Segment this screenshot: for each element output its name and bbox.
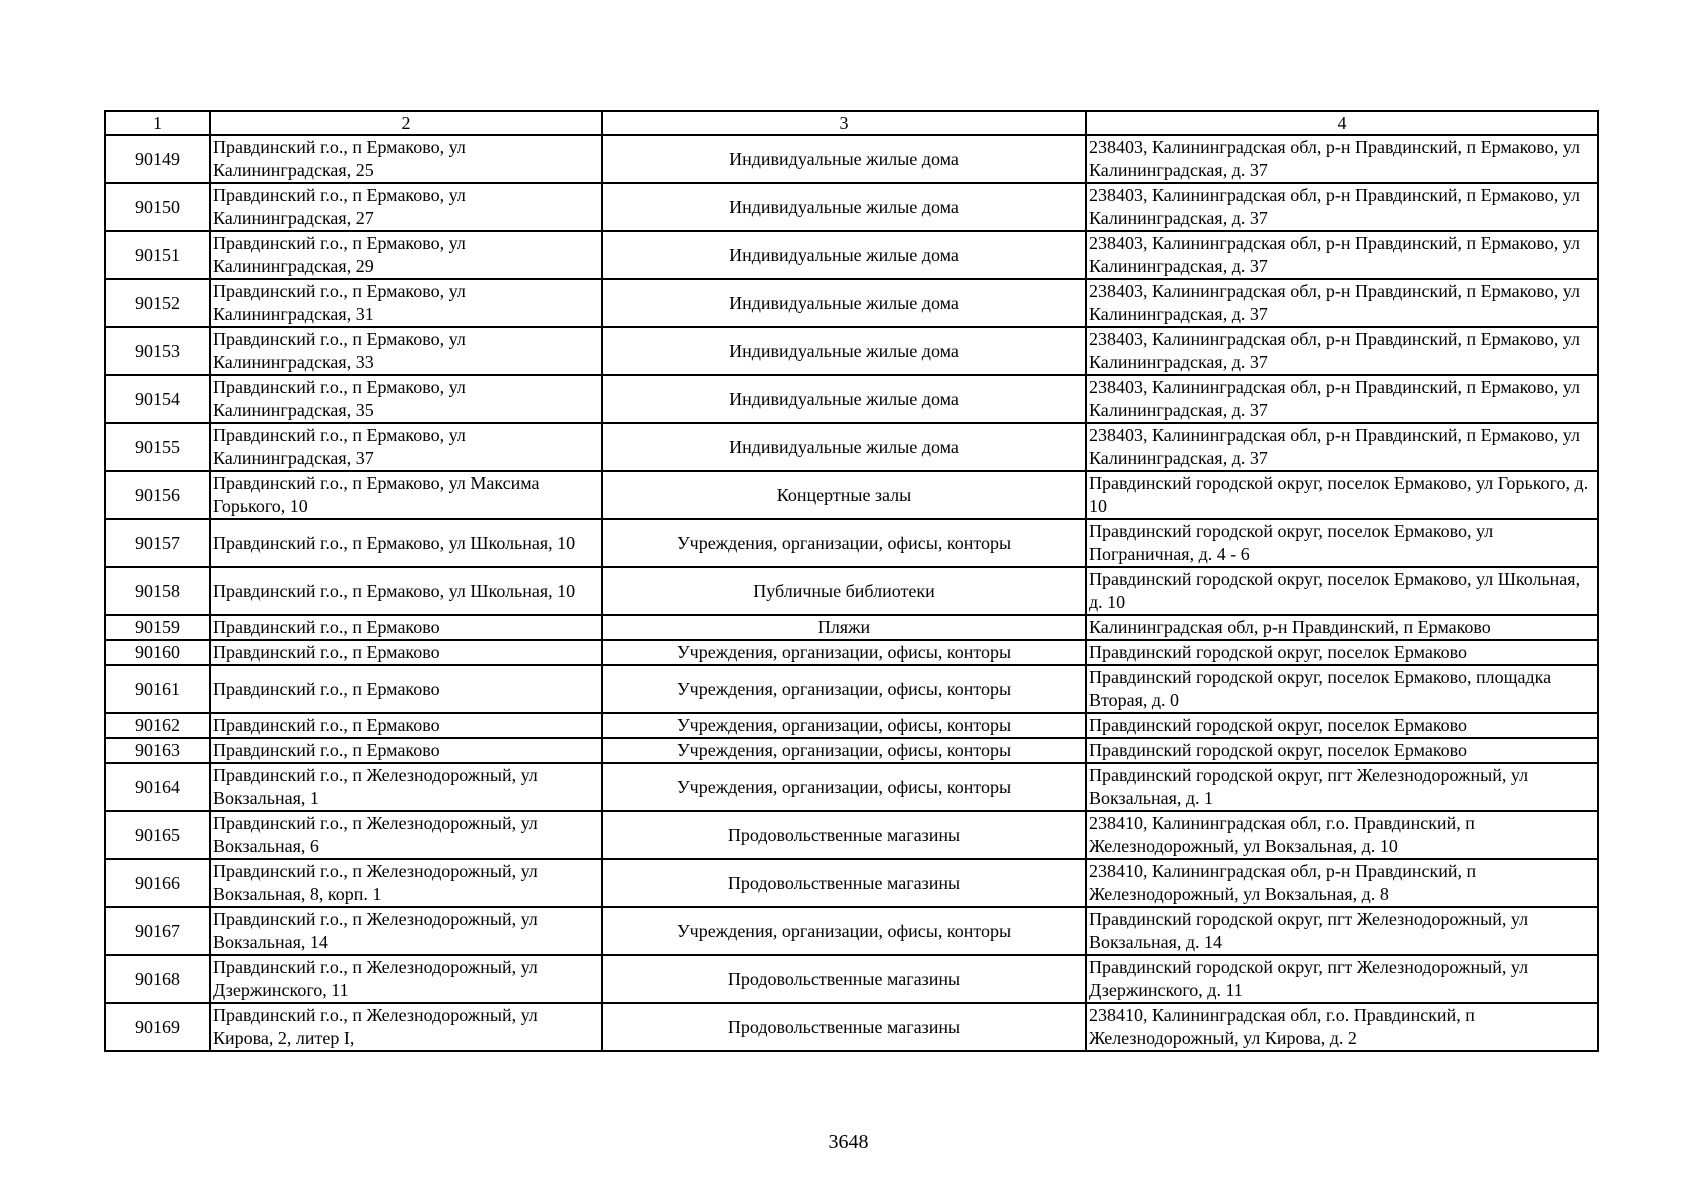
- legal-address-cell: Правдинский городской округ, поселок Ермаково, ул Горького, д. 10: [1086, 471, 1598, 519]
- legal-address-cell: Калининградская обл, р-н Правдинский, п Ермаково: [1086, 615, 1598, 640]
- address-cell: Правдинский г.о., п Ермаково, ул Школьная, 10: [210, 519, 602, 567]
- object-type-cell: Индивидуальные жилые дома: [602, 423, 1086, 471]
- address-cell: Правдинский г.о., п Железнодорожный, ул Вокзальная, 6: [210, 811, 602, 859]
- legal-address-cell: Правдинский городской округ, поселок Ермаково: [1086, 738, 1598, 763]
- table-row: [105, 279, 1598, 327]
- legal-address-cell: 238403, Калининградская обл, р-н Правдинский, п Ермаково, ул Калининградская, д. 37: [1086, 183, 1598, 231]
- row-number-cell: 90169: [105, 1003, 210, 1051]
- object-type-cell: Публичные библиотеки: [602, 567, 1086, 615]
- table-row: [105, 907, 1598, 955]
- row-number-cell: 90154: [105, 375, 210, 423]
- row-number-cell: 90149: [105, 135, 210, 183]
- row-number-cell: 90153: [105, 327, 210, 375]
- object-type-cell: Концертные залы: [602, 471, 1086, 519]
- row-number-cell: 90158: [105, 567, 210, 615]
- row-number-cell: 90152: [105, 279, 210, 327]
- legal-address-cell: 238403, Калининградская обл, р-н Правдинский, п Ермаково, ул Калининградская, д. 37: [1086, 231, 1598, 279]
- address-cell: Правдинский г.о., п Железнодорожный, ул Дзержинского, 11: [210, 955, 602, 1003]
- legal-address-cell: 238403, Калининградская обл, р-н Правдинский, п Ермаково, ул Калининградская, д. 37: [1086, 327, 1598, 375]
- row-number-cell: 90161: [105, 665, 210, 713]
- object-type-cell: Учреждения, организации, офисы, конторы: [602, 738, 1086, 763]
- row-number-cell: 90167: [105, 907, 210, 955]
- legal-address-cell: 238410, Калининградская обл, р-н Правдинский, п Железнодорожный, ул Вокзальная, д. 8: [1086, 859, 1598, 907]
- legal-address-cell: 238403, Калининградская обл, р-н Правдинский, п Ермаково, ул Калининградская, д. 37: [1086, 375, 1598, 423]
- object-type-cell: Учреждения, организации, офисы, конторы: [602, 763, 1086, 811]
- object-type-cell: Учреждения, организации, офисы, конторы: [602, 640, 1086, 665]
- legal-address-cell: 238403, Калининградская обл, р-н Правдинский, п Ермаково, ул Калининградская, д. 37: [1086, 135, 1598, 183]
- address-cell: Правдинский г.о., п Ермаково, ул Школьная, 10: [210, 567, 602, 615]
- row-number-cell: 90164: [105, 763, 210, 811]
- address-cell: Правдинский г.о., п Ермаково, ул Максима Горького, 10: [210, 471, 602, 519]
- address-cell: Правдинский г.о., п Ермаково, ул Калининградская, 31: [210, 279, 602, 327]
- legal-address-cell: Правдинский городской округ, пгт Железнодорожный, ул Вокзальная, д. 14: [1086, 907, 1598, 955]
- address-cell: Правдинский г.о., п Ермаково, ул Калининградская, 29: [210, 231, 602, 279]
- table-row: [105, 713, 1598, 738]
- column-header-3: 3: [602, 111, 1086, 135]
- table-row: [105, 135, 1598, 183]
- object-type-cell: Индивидуальные жилые дома: [602, 375, 1086, 423]
- address-cell: Правдинский г.о., п Железнодорожный, ул Кирова, 2, литер I,: [210, 1003, 602, 1051]
- address-cell: Правдинский г.о., п Железнодорожный, ул Вокзальная, 8, корп. 1: [210, 859, 602, 907]
- row-number-cell: 90150: [105, 183, 210, 231]
- legal-address-cell: Правдинский городской округ, поселок Ермаково: [1086, 640, 1598, 665]
- address-cell: Правдинский г.о., п Ермаково, ул Калининградская, 37: [210, 423, 602, 471]
- object-type-cell: Индивидуальные жилые дома: [602, 279, 1086, 327]
- row-number-cell: 90166: [105, 859, 210, 907]
- legal-address-cell: Правдинский городской округ, пгт Железнодорожный, ул Вокзальная, д. 1: [1086, 763, 1598, 811]
- address-cell: Правдинский г.о., п Ермаково, ул Калининградская, 33: [210, 327, 602, 375]
- object-type-cell: Учреждения, организации, офисы, конторы: [602, 519, 1086, 567]
- row-number-cell: 90168: [105, 955, 210, 1003]
- object-type-cell: Продовольственные магазины: [602, 859, 1086, 907]
- table-row: [105, 327, 1598, 375]
- row-number-cell: 90162: [105, 713, 210, 738]
- row-number-cell: 90160: [105, 640, 210, 665]
- legal-address-cell: Правдинский городской округ, пгт Железнодорожный, ул Дзержинского, д. 11: [1086, 955, 1598, 1003]
- table-row: [105, 519, 1598, 567]
- table-row: [105, 471, 1598, 519]
- header-row: [105, 111, 1598, 135]
- column-header-2: 2: [210, 111, 602, 135]
- address-cell: Правдинский г.о., п Ермаково, ул Калининградская, 27: [210, 183, 602, 231]
- table-row: [105, 811, 1598, 859]
- object-type-cell: Индивидуальные жилые дома: [602, 231, 1086, 279]
- object-type-cell: Учреждения, организации, офисы, конторы: [602, 907, 1086, 955]
- table-row: [105, 738, 1598, 763]
- table-body: [105, 135, 1598, 1051]
- table-row: [105, 375, 1598, 423]
- address-cell: Правдинский г.о., п Ермаково: [210, 713, 602, 738]
- row-number-cell: 90157: [105, 519, 210, 567]
- table-row: [105, 183, 1598, 231]
- address-cell: Правдинский г.о., п Ермаково: [210, 665, 602, 713]
- object-type-cell: Учреждения, организации, офисы, конторы: [602, 665, 1086, 713]
- object-type-cell: Индивидуальные жилые дома: [602, 327, 1086, 375]
- table-row: [105, 615, 1598, 640]
- registry-table: [104, 110, 1599, 1052]
- row-number-cell: 90165: [105, 811, 210, 859]
- legal-address-cell: Правдинский городской округ, поселок Ермаково, площадка Вторая, д. 0: [1086, 665, 1598, 713]
- row-number-cell: 90155: [105, 423, 210, 471]
- address-cell: Правдинский г.о., п Ермаково: [210, 738, 602, 763]
- object-type-cell: Индивидуальные жилые дома: [602, 183, 1086, 231]
- address-cell: Правдинский г.о., п Железнодорожный, ул Вокзальная, 14: [210, 907, 602, 955]
- object-type-cell: Индивидуальные жилые дома: [602, 135, 1086, 183]
- legal-address-cell: 238403, Калининградская обл, р-н Правдинский, п Ермаково, ул Калининградская, д. 37: [1086, 279, 1598, 327]
- table-row: [105, 1003, 1598, 1051]
- legal-address-cell: 238410, Калининградская обл, г.о. Правдинский, п Железнодорожный, ул Кирова, д. 2: [1086, 1003, 1598, 1051]
- table-row: [105, 231, 1598, 279]
- object-type-cell: Пляжи: [602, 615, 1086, 640]
- address-cell: Правдинский г.о., п Ермаково, ул Калининградская, 25: [210, 135, 602, 183]
- table-row: [105, 567, 1598, 615]
- object-type-cell: Продовольственные магазины: [602, 955, 1086, 1003]
- legal-address-cell: Правдинский городской округ, поселок Ермаково, ул Школьная, д. 10: [1086, 567, 1598, 615]
- object-type-cell: Учреждения, организации, офисы, конторы: [602, 713, 1086, 738]
- page-number: 3648: [828, 1131, 869, 1153]
- table-row: [105, 955, 1598, 1003]
- object-type-cell: Продовольственные магазины: [602, 811, 1086, 859]
- row-number-cell: 90151: [105, 231, 210, 279]
- legal-address-cell: Правдинский городской округ, поселок Ермаково, ул Пограничная, д. 4 - 6: [1086, 519, 1598, 567]
- table-row: [105, 665, 1598, 713]
- row-number-cell: 90159: [105, 615, 210, 640]
- address-cell: Правдинский г.о., п Ермаково, ул Калининградская, 35: [210, 375, 602, 423]
- table-row: [105, 640, 1598, 665]
- row-number-cell: 90163: [105, 738, 210, 763]
- object-type-cell: Продовольственные магазины: [602, 1003, 1086, 1051]
- legal-address-cell: 238403, Калининградская обл, р-н Правдинский, п Ермаково, ул Калининградская, д. 37: [1086, 423, 1598, 471]
- column-header-1: 1: [105, 111, 210, 135]
- address-cell: Правдинский г.о., п Ермаково: [210, 640, 602, 665]
- address-cell: Правдинский г.о., п Ермаково: [210, 615, 602, 640]
- legal-address-cell: Правдинский городской округ, поселок Ермаково: [1086, 713, 1598, 738]
- table-row: [105, 763, 1598, 811]
- row-number-cell: 90156: [105, 471, 210, 519]
- table-row: [105, 859, 1598, 907]
- legal-address-cell: 238410, Калининградская обл, г.о. Правдинский, п Железнодорожный, ул Вокзальная, д. 10: [1086, 811, 1598, 859]
- table-row: [105, 423, 1598, 471]
- address-cell: Правдинский г.о., п Железнодорожный, ул Вокзальная, 1: [210, 763, 602, 811]
- column-header-4: 4: [1086, 111, 1598, 135]
